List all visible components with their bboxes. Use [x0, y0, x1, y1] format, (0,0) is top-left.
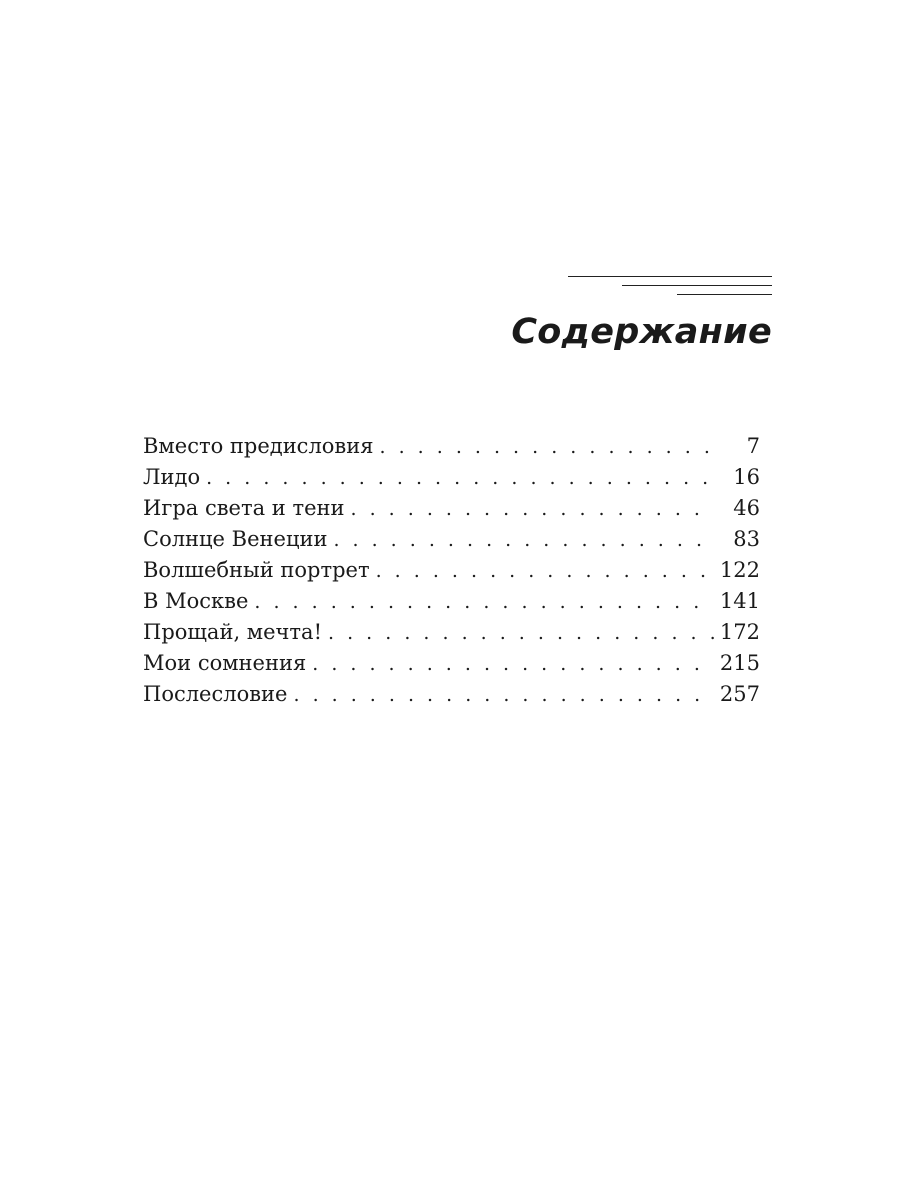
toc-entry-page: 83 [733, 527, 760, 551]
toc-entry-title: Послесловие [143, 682, 288, 706]
table-of-contents [143, 431, 760, 710]
toc-entry-page: 172 [719, 620, 760, 644]
dot-leader [328, 618, 714, 648]
dot-leader [380, 432, 715, 462]
decorative-rule-bottom [677, 294, 772, 295]
toc-entry-title: Лидо [143, 465, 201, 489]
dot-leader [351, 494, 715, 524]
dot-leader [254, 587, 714, 617]
toc-entry-page: 257 [719, 682, 760, 706]
toc-entry-page: 122 [719, 558, 760, 582]
toc-entry-title: Прощай, мечта! [143, 620, 323, 644]
toc-entry-title: Солнце Венеции [143, 527, 328, 551]
toc-entry-page: 141 [719, 589, 760, 613]
toc-entry-page: 16 [733, 465, 760, 489]
toc-entry-title: Волшебный портрет [143, 558, 370, 582]
toc-entry[interactable] [143, 617, 760, 648]
dot-leader [312, 649, 714, 679]
dot-leader [333, 525, 714, 555]
toc-entry-title: Мои сомнения [143, 651, 307, 675]
toc-entry-title: В Москве [143, 589, 249, 613]
toc-entry-title: Игра света и тени [143, 496, 345, 520]
toc-entry[interactable] [143, 462, 760, 493]
toc-entry[interactable] [143, 586, 760, 617]
decorative-rule-middle [622, 285, 772, 286]
page-title: Содержание [511, 312, 772, 352]
toc-entry-page: 215 [719, 651, 760, 675]
toc-entry[interactable] [143, 648, 760, 679]
toc-entry[interactable] [143, 493, 760, 524]
toc-entry[interactable] [143, 431, 760, 462]
dot-leader [376, 556, 714, 586]
decorative-rule-top [568, 276, 772, 277]
toc-entry[interactable] [143, 679, 760, 710]
dot-leader [206, 463, 714, 493]
toc-entry[interactable] [143, 524, 760, 555]
toc-entry-page: 7 [746, 434, 760, 458]
toc-entry[interactable] [143, 555, 760, 586]
toc-entry-page: 46 [733, 496, 760, 520]
toc-entry-title: Вместо предисловия [143, 434, 374, 458]
dot-leader [293, 680, 714, 710]
